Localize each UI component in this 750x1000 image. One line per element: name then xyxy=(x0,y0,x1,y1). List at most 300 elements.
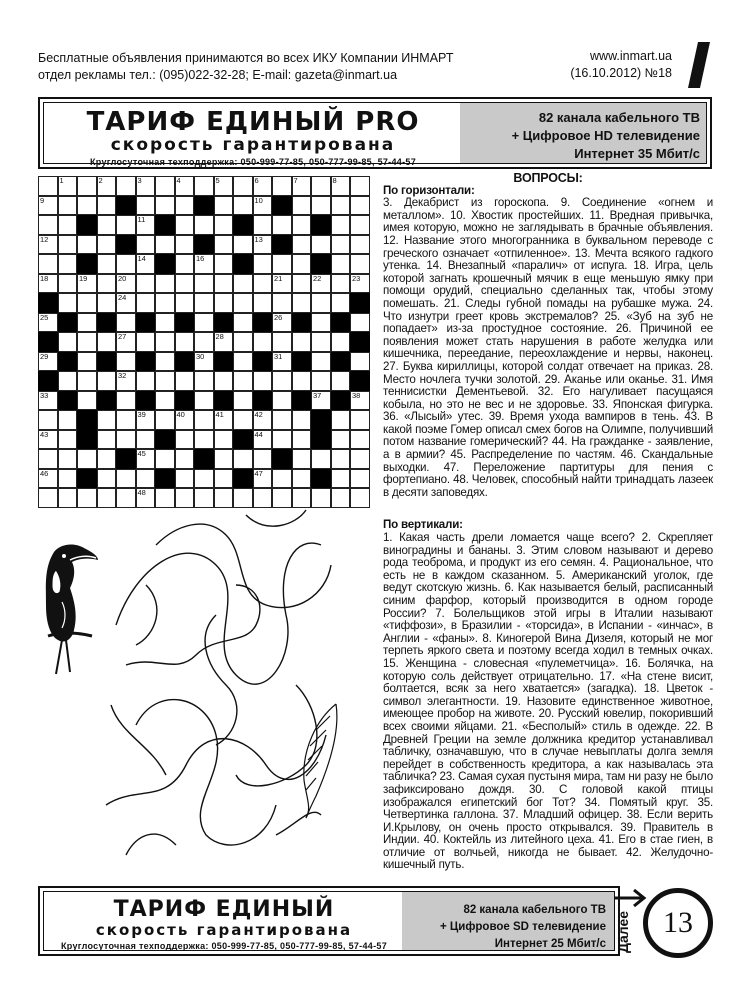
crossword-cell[interactable] xyxy=(97,274,117,294)
crossword-cell[interactable] xyxy=(292,410,312,430)
crossword-block-cell xyxy=(233,254,253,274)
crossword-cell[interactable] xyxy=(194,176,214,196)
crossword-cell[interactable] xyxy=(272,391,292,411)
crossword-cell[interactable] xyxy=(233,313,253,333)
crossword-cell[interactable] xyxy=(331,371,351,391)
crossword-block-cell xyxy=(233,469,253,489)
crossword-block-cell xyxy=(331,313,351,333)
feather-illustration xyxy=(296,700,342,820)
crossword-cell[interactable] xyxy=(350,391,370,411)
crossword-cell[interactable] xyxy=(253,430,273,450)
crossword-cell[interactable] xyxy=(58,196,78,216)
crossword-cell[interactable] xyxy=(175,293,195,313)
crossword-cell[interactable] xyxy=(311,176,331,196)
crossword-cell[interactable] xyxy=(77,391,97,411)
crossword-block-cell xyxy=(77,215,97,235)
crossword-cell[interactable] xyxy=(58,469,78,489)
crossword-cell[interactable] xyxy=(58,215,78,235)
next-page-label[interactable] xyxy=(616,902,640,962)
crossword-block-cell xyxy=(194,235,214,255)
crossword-cell[interactable] xyxy=(331,196,351,216)
crossword-cell-number: 40 xyxy=(176,410,185,419)
crossword-cell[interactable] xyxy=(311,293,331,313)
crossword-cell[interactable] xyxy=(136,469,156,489)
header-left xyxy=(38,50,453,84)
crossword-cell[interactable] xyxy=(155,410,175,430)
crossword-cell[interactable] xyxy=(253,449,273,469)
crossword-cell[interactable] xyxy=(233,332,253,352)
crossword-cell[interactable] xyxy=(311,196,331,216)
crossword-cell[interactable] xyxy=(311,274,331,294)
crossword-cell[interactable] xyxy=(155,449,175,469)
crossword-cell[interactable] xyxy=(350,235,370,255)
crossword-cell[interactable] xyxy=(136,332,156,352)
crossword-cell[interactable] xyxy=(38,235,58,255)
crossword-cell[interactable] xyxy=(214,254,234,274)
crossword-cell[interactable] xyxy=(77,332,97,352)
crossword-cell[interactable] xyxy=(77,274,97,294)
crossword-block-cell xyxy=(233,215,253,235)
header-slash-decoration xyxy=(688,42,710,88)
crossword-cell[interactable] xyxy=(97,430,117,450)
crossword-cell[interactable] xyxy=(194,332,214,352)
crossword-cell[interactable] xyxy=(233,391,253,411)
crossword-cell[interactable] xyxy=(214,235,234,255)
crossword-cell[interactable] xyxy=(331,254,351,274)
crossword-cell[interactable] xyxy=(97,235,117,255)
crossword-cell[interactable] xyxy=(311,352,331,372)
crossword-cell[interactable] xyxy=(214,274,234,294)
crossword-cell[interactable] xyxy=(97,332,117,352)
crossword-block-cell xyxy=(272,196,292,216)
crossword-cell[interactable] xyxy=(253,215,273,235)
crossword-cell[interactable] xyxy=(350,469,370,489)
crossword-cell[interactable] xyxy=(194,215,214,235)
crossword-cell[interactable] xyxy=(58,449,78,469)
crossword-cell[interactable] xyxy=(116,352,136,372)
crossword-cell-number: 13 xyxy=(254,234,263,244)
crossword-cell[interactable] xyxy=(38,196,58,216)
crossword-cell[interactable] xyxy=(272,332,292,352)
crossword-block-cell xyxy=(136,391,156,411)
crossword-cell[interactable] xyxy=(136,196,156,216)
crossword-cell[interactable] xyxy=(136,410,156,430)
crossword-cell[interactable] xyxy=(97,410,117,430)
crossword-cell[interactable] xyxy=(350,449,370,469)
crossword-block-cell xyxy=(194,449,214,469)
banner-top-left xyxy=(44,103,462,167)
crossword-cell[interactable] xyxy=(292,469,312,489)
crossword-cell[interactable] xyxy=(58,332,78,352)
crossword-cell[interactable] xyxy=(214,371,234,391)
crossword-cell[interactable] xyxy=(272,176,292,196)
crossword-cell[interactable] xyxy=(175,332,195,352)
crossword-cell[interactable] xyxy=(350,176,370,196)
crossword-cell[interactable] xyxy=(175,196,195,216)
crossword-cell[interactable] xyxy=(116,293,136,313)
crossword-cell[interactable] xyxy=(38,469,58,489)
crossword-cell[interactable] xyxy=(350,488,370,508)
crossword-cell[interactable] xyxy=(116,332,136,352)
crossword-cell[interactable] xyxy=(38,352,58,372)
crossword-cell[interactable] xyxy=(175,410,195,430)
crossword-cell[interactable] xyxy=(175,176,195,196)
crossword-cell[interactable] xyxy=(155,176,175,196)
crossword-cell[interactable] xyxy=(97,469,117,489)
crossword-cell[interactable] xyxy=(58,371,78,391)
crossword-block-cell xyxy=(311,254,331,274)
crossword-cell[interactable] xyxy=(116,313,136,333)
crossword-cell[interactable] xyxy=(136,235,156,255)
crossword-cell-number: 11 xyxy=(137,215,146,224)
next-page-text: Далее xyxy=(615,910,632,954)
crossword-cell[interactable] xyxy=(350,254,370,274)
crossword-cell[interactable] xyxy=(58,176,78,196)
crossword-block-cell xyxy=(311,430,331,450)
crossword-block-cell xyxy=(38,293,58,313)
crossword-cell[interactable] xyxy=(253,176,273,196)
crossword-block-cell xyxy=(350,332,370,352)
crossword-cell[interactable] xyxy=(136,430,156,450)
crossword-cell[interactable] xyxy=(350,196,370,216)
crossword-cell-number: 3 xyxy=(137,176,142,185)
crossword-cell[interactable] xyxy=(214,430,234,450)
crossword-cell[interactable] xyxy=(175,215,195,235)
crossword-cell-number: 14 xyxy=(137,254,146,263)
crossword-cell[interactable] xyxy=(253,196,273,216)
crossword-block-cell xyxy=(97,352,117,372)
crossword-cell[interactable] xyxy=(77,488,97,508)
crossword-cell[interactable] xyxy=(155,332,175,352)
crossword-cell[interactable] xyxy=(214,469,234,489)
crossword-cell[interactable] xyxy=(155,391,175,411)
crossword-cell[interactable] xyxy=(253,410,273,430)
banner-bottom-line1: 82 канала кабельного ТВ xyxy=(463,904,606,916)
crossword-cell[interactable] xyxy=(272,469,292,489)
crossword-cell[interactable] xyxy=(214,176,234,196)
crossword-cell-number: 42 xyxy=(254,410,263,419)
header-issue: (16.10.2012) №18 xyxy=(570,66,672,80)
crossword-cell[interactable] xyxy=(194,371,214,391)
banner-bottom-line2: + Цифровое SD телевидение xyxy=(439,921,606,933)
crossword-cell[interactable] xyxy=(116,371,136,391)
crossword-block-cell xyxy=(214,313,234,333)
crossword-cell[interactable] xyxy=(350,274,370,294)
crossword-block-cell xyxy=(77,254,97,274)
crossword-cell[interactable] xyxy=(116,410,136,430)
crossword-cell[interactable] xyxy=(350,352,370,372)
crossword-cell[interactable] xyxy=(233,176,253,196)
crossword-block-cell xyxy=(311,469,331,489)
crossword-cell-number: 2 xyxy=(98,176,103,185)
crossword-cell[interactable] xyxy=(272,254,292,274)
crossword-cell[interactable] xyxy=(292,235,312,255)
crossword-cell[interactable] xyxy=(331,449,351,469)
crossword-cell[interactable] xyxy=(136,449,156,469)
crossword-cell[interactable] xyxy=(292,449,312,469)
crossword-cell[interactable] xyxy=(233,274,253,294)
crossword-cell-number: 44 xyxy=(254,429,263,439)
crossword-cell[interactable] xyxy=(214,196,234,216)
crossword-cell[interactable] xyxy=(77,235,97,255)
crossword-cell[interactable] xyxy=(194,469,214,489)
crossword-cell[interactable] xyxy=(331,235,351,255)
banner-bottom-subtitle: скорость гарантирована xyxy=(95,921,353,939)
crossword-cell[interactable] xyxy=(77,449,97,469)
crossword-cell[interactable] xyxy=(77,293,97,313)
crossword-cell[interactable] xyxy=(331,410,351,430)
crossword-cell[interactable] xyxy=(194,293,214,313)
crossword-cell-number: 47 xyxy=(254,468,263,478)
crossword-cell[interactable] xyxy=(194,274,214,294)
crossword-cell[interactable] xyxy=(350,313,370,333)
crossword-block-cell xyxy=(214,391,234,411)
crossword-cell[interactable] xyxy=(116,391,136,411)
crossword-cell[interactable] xyxy=(136,176,156,196)
crossword-cell-number: 1 xyxy=(59,176,64,185)
crossword-cell[interactable] xyxy=(311,449,331,469)
crossword-block-cell xyxy=(272,449,292,469)
crossword-cell[interactable] xyxy=(136,293,156,313)
crossword-cell[interactable] xyxy=(77,352,97,372)
crossword-cell[interactable] xyxy=(272,371,292,391)
crossword-cell[interactable] xyxy=(38,254,58,274)
crossword-cell[interactable] xyxy=(194,313,214,333)
crossword-cell[interactable] xyxy=(194,254,214,274)
header-ads-line: Бесплатные объявления принимаются во всех ИКУ Компании ИНМАРТ xyxy=(38,51,454,65)
crossword-cell[interactable] xyxy=(58,430,78,450)
crossword-cell[interactable] xyxy=(272,274,292,294)
crossword-cell[interactable] xyxy=(155,352,175,372)
crossword-cell[interactable] xyxy=(331,293,351,313)
crossword-cell[interactable] xyxy=(155,274,175,294)
crossword-cell[interactable] xyxy=(97,215,117,235)
crossword-cell[interactable] xyxy=(77,176,97,196)
crossword-cell[interactable] xyxy=(233,410,253,430)
crossword-cell[interactable] xyxy=(175,235,195,255)
crossword-cell-number: 16 xyxy=(196,254,205,263)
crossword-cell[interactable] xyxy=(272,430,292,450)
crossword-block-cell xyxy=(136,313,156,333)
crossword-cell[interactable] xyxy=(292,371,312,391)
crossword-cell[interactable] xyxy=(58,274,78,294)
questions-heading: ВОПРОСЫ: xyxy=(513,171,583,185)
crossword-cell[interactable] xyxy=(155,196,175,216)
crossword-cell[interactable] xyxy=(253,274,273,294)
crossword-cell[interactable] xyxy=(311,313,331,333)
crossword-cell[interactable] xyxy=(292,254,312,274)
crossword-cell-number: 46 xyxy=(40,468,49,478)
crossword-cell[interactable] xyxy=(97,196,117,216)
banner-ad-bottom xyxy=(38,886,620,956)
crossword-cell-number: 18 xyxy=(40,273,49,283)
crossword-cell[interactable] xyxy=(272,293,292,313)
crossword-block-cell xyxy=(214,352,234,372)
crossword-cell[interactable] xyxy=(214,410,234,430)
crossword-cell[interactable] xyxy=(331,469,351,489)
crossword-cell[interactable] xyxy=(116,469,136,489)
crossword-cell-number: 22 xyxy=(313,273,322,283)
page-number: 13 xyxy=(663,906,693,939)
crossword-cell[interactable] xyxy=(175,274,195,294)
crossword-cell[interactable] xyxy=(292,274,312,294)
crossword-cell[interactable] xyxy=(97,371,117,391)
crossword-cell[interactable] xyxy=(214,449,234,469)
crossword-cell[interactable] xyxy=(97,176,117,196)
crossword-block-cell xyxy=(175,352,195,372)
crossword-cell[interactable] xyxy=(38,176,58,196)
crossword-cell[interactable] xyxy=(77,371,97,391)
crossword-cell[interactable] xyxy=(38,449,58,469)
crossword-cell[interactable] xyxy=(136,274,156,294)
crossword-cell[interactable] xyxy=(77,196,97,216)
crossword-cell[interactable] xyxy=(331,430,351,450)
crossword-cell[interactable] xyxy=(175,449,195,469)
crossword-cell[interactable] xyxy=(38,313,58,333)
crossword-cell-number: 20 xyxy=(118,273,127,283)
crossword-cell[interactable] xyxy=(292,215,312,235)
crossword-cell[interactable] xyxy=(136,371,156,391)
crossword-cell[interactable] xyxy=(331,332,351,352)
crossword-cell[interactable] xyxy=(311,332,331,352)
crossword-cell[interactable] xyxy=(331,176,351,196)
banner-bottom-right xyxy=(402,892,614,950)
crossword-cell[interactable] xyxy=(136,215,156,235)
crossword-cell[interactable] xyxy=(272,352,292,372)
crossword-cell[interactable] xyxy=(253,254,273,274)
crossword-block-cell xyxy=(155,430,175,450)
crossword-cell-number: 27 xyxy=(118,332,127,341)
crossword-cell[interactable] xyxy=(175,254,195,274)
crossword-cell-number: 4 xyxy=(176,176,181,185)
crossword-cell[interactable] xyxy=(350,410,370,430)
crossword-block-cell xyxy=(331,352,351,372)
crossword-cell[interactable] xyxy=(58,254,78,274)
banner-bottom-line3: Интернет 25 Мбит/с xyxy=(494,938,606,950)
crossword-cell[interactable] xyxy=(311,391,331,411)
crossword-cell[interactable] xyxy=(97,254,117,274)
crossword-cell-number: 25 xyxy=(40,312,49,322)
crossword-cell[interactable] xyxy=(194,430,214,450)
crossword-block-cell xyxy=(194,196,214,216)
crossword-block-cell xyxy=(292,391,312,411)
crossword-cell[interactable] xyxy=(272,215,292,235)
crossword-cell[interactable] xyxy=(77,313,97,333)
crossword-cell[interactable] xyxy=(38,391,58,411)
crossword-cell-number: 39 xyxy=(137,410,146,419)
crossword-block-cell xyxy=(116,235,136,255)
crossword-cell[interactable] xyxy=(272,313,292,333)
crossword-cell[interactable] xyxy=(97,293,117,313)
crossword-cell[interactable] xyxy=(58,235,78,255)
crossword-cell[interactable] xyxy=(350,215,370,235)
crossword-cell[interactable] xyxy=(292,176,312,196)
crossword-cell-number: 45 xyxy=(137,449,146,458)
crossword-cell[interactable] xyxy=(58,410,78,430)
crossword-cell[interactable] xyxy=(272,410,292,430)
crossword-cell[interactable] xyxy=(311,235,331,255)
crossword-cell[interactable] xyxy=(331,215,351,235)
crossword-cell[interactable] xyxy=(194,410,214,430)
crossword-cell[interactable] xyxy=(116,430,136,450)
crossword-cell[interactable] xyxy=(233,293,253,313)
crossword-cell[interactable] xyxy=(116,274,136,294)
crossword-cell[interactable] xyxy=(155,313,175,333)
crossword-cell-number: 37 xyxy=(313,390,322,400)
crossword-cell[interactable] xyxy=(292,332,312,352)
crossword-cell[interactable] xyxy=(233,352,253,372)
crossword-cell[interactable] xyxy=(292,196,312,216)
crossword-cell-number: 23 xyxy=(352,273,361,283)
crossword-cell[interactable] xyxy=(116,215,136,235)
crossword-cell[interactable] xyxy=(292,293,312,313)
crossword-cell[interactable] xyxy=(116,176,136,196)
crossword-cell[interactable] xyxy=(311,371,331,391)
crossword-block-cell xyxy=(116,196,136,216)
crossword-cell[interactable] xyxy=(175,430,195,450)
crossword-cell[interactable] xyxy=(253,235,273,255)
crossword-cell[interactable] xyxy=(38,430,58,450)
crossword-cell[interactable] xyxy=(58,293,78,313)
header-site-link[interactable]: www.inmart.ua xyxy=(590,49,672,63)
crossword-cell[interactable] xyxy=(233,235,253,255)
crossword-block-cell xyxy=(97,313,117,333)
questions-column xyxy=(383,172,713,872)
crossword-cell[interactable] xyxy=(38,274,58,294)
crossword-cell[interactable] xyxy=(97,449,117,469)
crossword-cell[interactable] xyxy=(175,371,195,391)
crossword-cell[interactable] xyxy=(116,254,136,274)
crossword-cell[interactable] xyxy=(214,332,234,352)
crossword-block-cell xyxy=(38,371,58,391)
crossword-cell-number: 12 xyxy=(40,234,49,244)
crossword-cell-number: 8 xyxy=(332,176,337,185)
crossword-cell[interactable] xyxy=(58,488,78,508)
crossword-cell[interactable] xyxy=(253,293,273,313)
crossword-cell[interactable] xyxy=(253,332,273,352)
crossword-cell[interactable] xyxy=(38,410,58,430)
crossword-cell[interactable] xyxy=(194,352,214,372)
crossword-cell[interactable] xyxy=(155,371,175,391)
crossword-cell[interactable] xyxy=(253,371,273,391)
crossword-cell[interactable] xyxy=(136,254,156,274)
crossword-cell[interactable] xyxy=(175,469,195,489)
banner-top-subtitle: скорость гарантирована xyxy=(110,135,396,155)
crossword-block-cell xyxy=(116,449,136,469)
crossword-cell[interactable] xyxy=(38,488,58,508)
crossword-cell[interactable] xyxy=(233,371,253,391)
crossword-cell[interactable] xyxy=(155,293,175,313)
banner-ad-top xyxy=(38,97,712,169)
crossword-cell[interactable] xyxy=(214,293,234,313)
crossword-block-cell xyxy=(58,391,78,411)
crossword-block-cell xyxy=(350,293,370,313)
crossword-cell-number: 29 xyxy=(40,351,49,361)
crossword-cell[interactable] xyxy=(155,235,175,255)
crossword-cell[interactable] xyxy=(331,274,351,294)
banner-top-line3: Интернет 35 Мбит/с xyxy=(574,146,700,161)
crossword-cell[interactable] xyxy=(292,430,312,450)
crossword-cell-number: 43 xyxy=(40,429,49,439)
crossword-cell[interactable] xyxy=(233,196,253,216)
crossword-cell[interactable] xyxy=(38,215,58,235)
crossword-cell[interactable] xyxy=(214,215,234,235)
crossword-cell[interactable] xyxy=(233,449,253,469)
crossword-cell[interactable] xyxy=(194,391,214,411)
crossword-cell[interactable] xyxy=(350,430,370,450)
crossword-cell-number: 21 xyxy=(274,273,283,283)
crossword-cell[interactable] xyxy=(253,469,273,489)
